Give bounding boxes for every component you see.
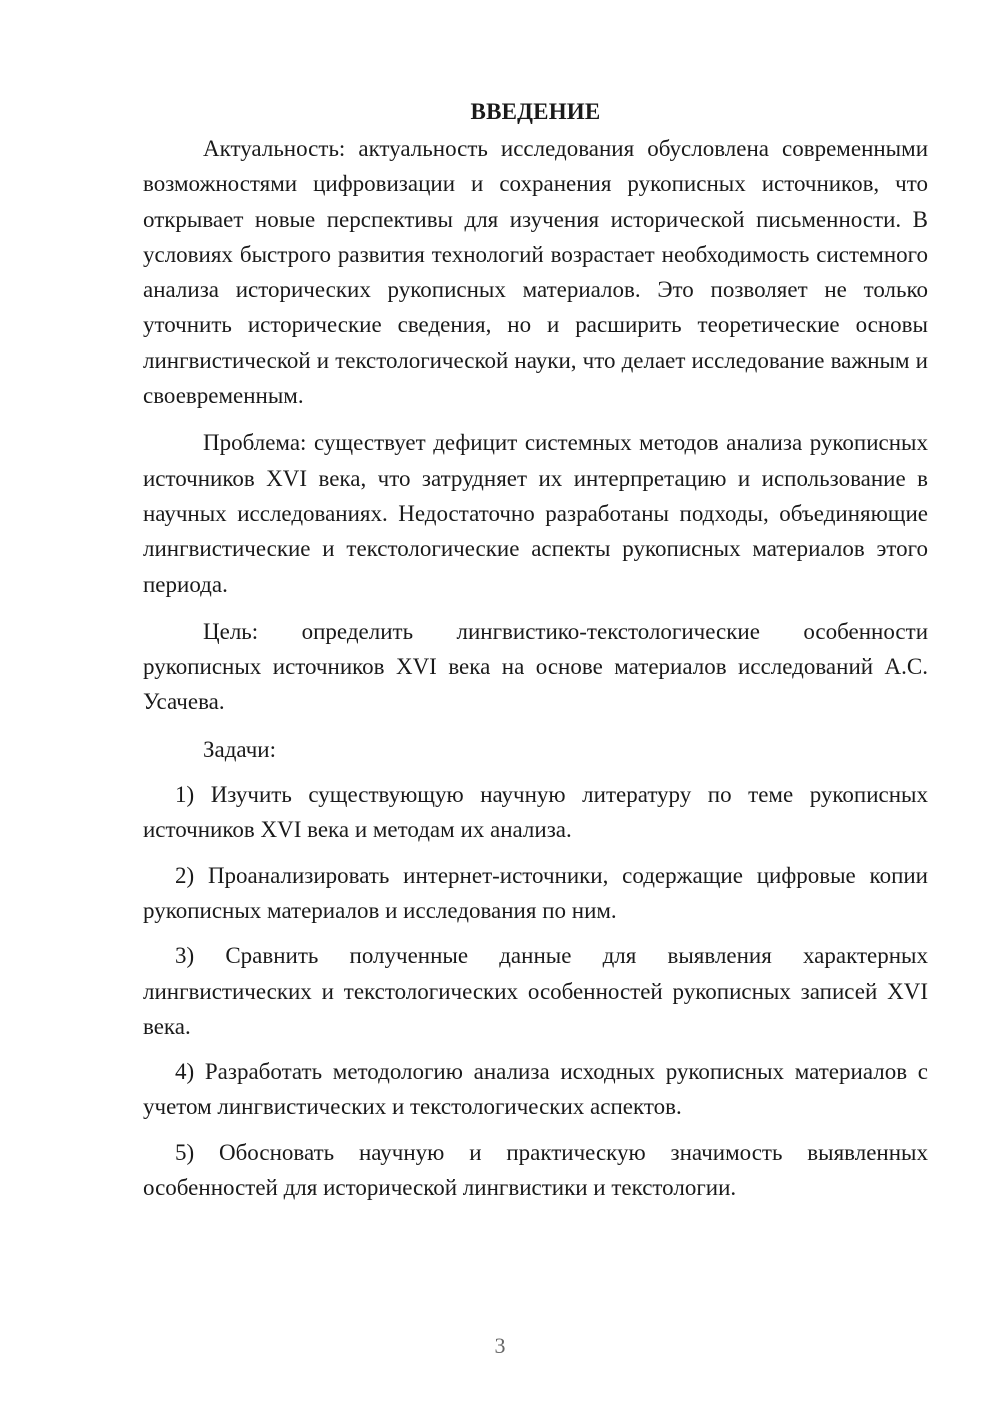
relevance-paragraph: Актуальность: актуальность исследования обусловлена современными возможностями цифровизации и сохранения рукописных источников, что открывает новые перспективы для изучения исторической письменности. В условиях быстрого развития технологий возрастает необходимость системного анализа исторических рукописных материалов. Это позволяет не только уточнить исторические сведения, но и расширить теоретические основы лингвистической и текстологической науки, что делает исследование важным и своевременным.	[143, 136, 928, 409]
page-content	[143, 94, 928, 1215]
page-number: 3	[494, 1333, 506, 1358]
problem-paragraph: Проблема: существует дефицит системных методов анализа рукописных источников XVI века, что затрудняет их интерпретацию и использование в научных исследованиях. Недостаточно разработаны подходы, объединяющие лингвистические и текстологические аспекты рукописных материалов этого периода.	[143, 430, 928, 597]
task-item: 4) Разработать методологию анализа исходных рукописных материалов с учетом лингвистических и текстологических аспектов.	[143, 1059, 928, 1120]
task-item: 5) Обосновать научную и практическую значимость выявленных особенностей для исторической лингвистики и текстологии.	[143, 1139, 928, 1201]
tasks-heading: Задачи:	[203, 736, 276, 762]
task-item: 3) Сравнить полученные данные для выявления характерных лингвистических и текстологических особенностей рукописных записей XVI века.	[143, 943, 928, 1039]
task-item: 2) Проанализировать интернет-источники, содержащие цифровые копии рукописных материалов и исследования по ним.	[143, 862, 928, 923]
page-title: ВВЕДЕНИЕ	[470, 99, 601, 124]
goal-paragraph: Цель: определить лингвистико-текстологические особенности рукописных источников XVI века на основе материалов исследований А.С. Усачева.	[143, 618, 928, 715]
task-item: 1) Изучить существующую научную литературу по теме рукописных источников XVI века и методам их анализа.	[143, 782, 928, 843]
